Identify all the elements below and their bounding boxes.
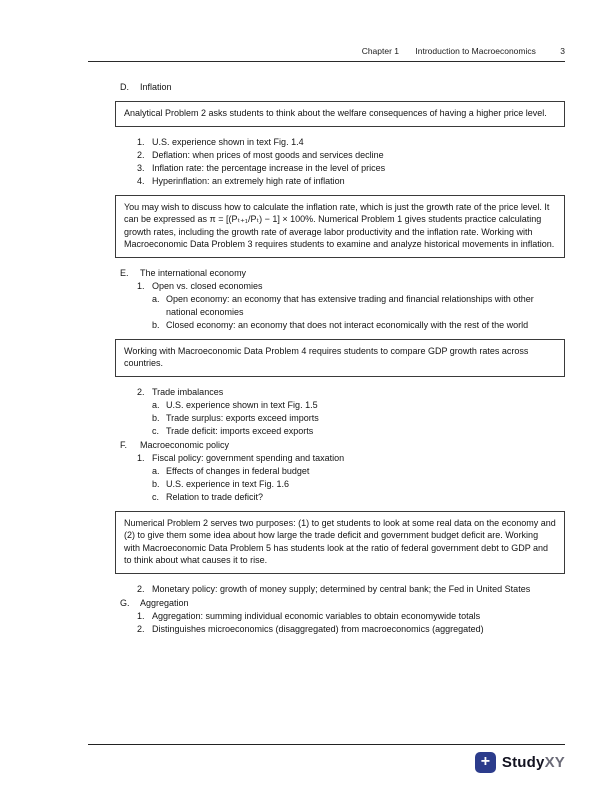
item-text: Inflation rate: the percentage increase in the level of prices xyxy=(152,162,386,173)
item-marker: c. xyxy=(152,425,160,436)
item-marker: 1. xyxy=(137,136,145,147)
outline-item xyxy=(137,149,565,162)
item-marker: 2. xyxy=(137,583,145,594)
page-header xyxy=(88,46,565,56)
item-text: U.S. experience shown in text Fig. 1.5 xyxy=(166,399,318,410)
outline-item xyxy=(137,162,565,175)
outline-item xyxy=(137,623,565,636)
item-marker: 3. xyxy=(137,162,145,173)
item-text: Trade imbalances xyxy=(152,386,224,397)
item-text: Open vs. closed economies xyxy=(152,280,263,291)
outline-item xyxy=(152,425,565,438)
item-text: Trade deficit: imports exceed exports xyxy=(166,425,314,436)
logo-text-accent: XY xyxy=(544,754,565,771)
outline-item xyxy=(152,399,565,412)
item-marker: a. xyxy=(152,399,160,410)
note-text: Analytical Problem 2 asks students to think about the welfare consequences of having a higher price level. xyxy=(124,108,547,118)
item-marker: 2. xyxy=(137,623,145,634)
outline-item xyxy=(120,267,565,280)
note-text: You may wish to discuss how to calculate the inflation rate, which is just the growth rate of the price level. It can be expressed as π = [(Pₜ₊₁/Pₜ) − 1] × 100%. Numerical Problem 1 gives students practice calculating growth rates, including the growth rate of average labor productivity and the inflation rate. Working with Macroeconomic Data Problem 3 requires students to examine and analyze historical movements in inflation. xyxy=(124,201,555,249)
item-text: The international economy xyxy=(140,267,247,278)
header-page-number: 3 xyxy=(560,46,565,56)
item-marker: E. xyxy=(120,267,129,278)
item-marker: a. xyxy=(152,465,160,476)
item-text: Inflation xyxy=(140,82,172,92)
item-text: U.S. experience in text Fig. 1.6 xyxy=(166,478,290,489)
header-chapter: Chapter 1 xyxy=(361,46,400,56)
item-marker: F. xyxy=(120,439,128,450)
item-marker: 2. xyxy=(137,386,145,397)
outline-item xyxy=(137,583,565,596)
outline-item xyxy=(120,597,565,610)
item-marker: b. xyxy=(152,412,160,423)
item-text: Trade surplus: exports exceed imports xyxy=(166,412,319,423)
item-marker: c. xyxy=(152,491,160,502)
header-title: Introduction to Macroeconomics xyxy=(415,46,536,56)
outline-item xyxy=(137,175,565,188)
note-box xyxy=(115,339,565,377)
note-box xyxy=(115,511,565,574)
outline-item xyxy=(152,478,565,491)
item-marker: b. xyxy=(152,478,160,489)
item-marker: 4. xyxy=(137,175,145,186)
logo-text-main: Study xyxy=(501,754,545,771)
outline-item xyxy=(152,491,565,504)
item-text: Deflation: when prices of most goods and services decline xyxy=(152,149,384,160)
item-marker: 1. xyxy=(137,452,145,463)
item-marker: 2. xyxy=(137,149,145,160)
outline-item xyxy=(137,136,565,149)
header-rule xyxy=(88,61,565,62)
outline-item xyxy=(137,452,565,465)
item-text: Macroeconomic policy xyxy=(140,439,230,450)
item-marker: G. xyxy=(120,597,130,608)
outline-item xyxy=(120,81,565,94)
note-text: Numerical Problem 2 serves two purposes: (1) to get students to look at some real data on the economy and (2) to give them some idea about how large the trade deficit and government budget deficit are. Working with Macroeconomic Data Problem 5 has students look at the ratio of federal government debt to GDP and to think about what causes it to rise. xyxy=(124,517,556,565)
item-text: Aggregation xyxy=(140,597,189,608)
item-text: Hyperinflation: an extremely high rate of inflation xyxy=(152,175,345,186)
outline-item xyxy=(152,465,565,478)
studyxy-logo xyxy=(475,752,565,773)
item-marker: b. xyxy=(152,319,160,330)
note-text: Working with Macroeconomic Data Problem 4 requires students to compare GDP growth rates across countries. xyxy=(124,345,529,368)
studyxy-logo-text xyxy=(502,754,565,771)
outline-item xyxy=(137,610,565,623)
item-marker: a. xyxy=(152,293,160,304)
outline-item xyxy=(137,386,565,399)
note-box xyxy=(115,195,565,258)
outline-item xyxy=(152,412,565,425)
outline-item xyxy=(152,319,565,332)
outline-item xyxy=(137,280,565,293)
item-text: Fiscal policy: government spending and taxation xyxy=(152,452,345,463)
note-box xyxy=(115,101,565,127)
item-marker: 1. xyxy=(137,610,145,621)
outline-item xyxy=(152,293,565,319)
item-text: Closed economy: an economy that does not interact economically with the rest of the world xyxy=(166,319,529,330)
item-text: Open economy: an economy that has extensive trading and financial relationships with other national economies xyxy=(166,293,534,317)
item-marker: D. xyxy=(120,82,129,92)
outline xyxy=(88,80,565,636)
outline-item xyxy=(120,439,565,452)
item-text: U.S. experience shown in text Fig. 1.4 xyxy=(152,136,304,147)
plus-icon: + xyxy=(475,752,496,773)
item-text: Relation to trade deficit? xyxy=(166,491,264,502)
footer-rule xyxy=(88,744,565,745)
item-text: Monetary policy: growth of money supply; determined by central bank; the Fed in United States xyxy=(152,583,531,594)
item-text: Effects of changes in federal budget xyxy=(166,465,310,476)
item-text: Distinguishes microeconomics (disaggregated) from macroeconomics (aggregated) xyxy=(152,623,484,634)
item-marker: 1. xyxy=(137,280,145,291)
item-text: Aggregation: summing individual economic variables to obtain economywide totals xyxy=(152,610,481,621)
